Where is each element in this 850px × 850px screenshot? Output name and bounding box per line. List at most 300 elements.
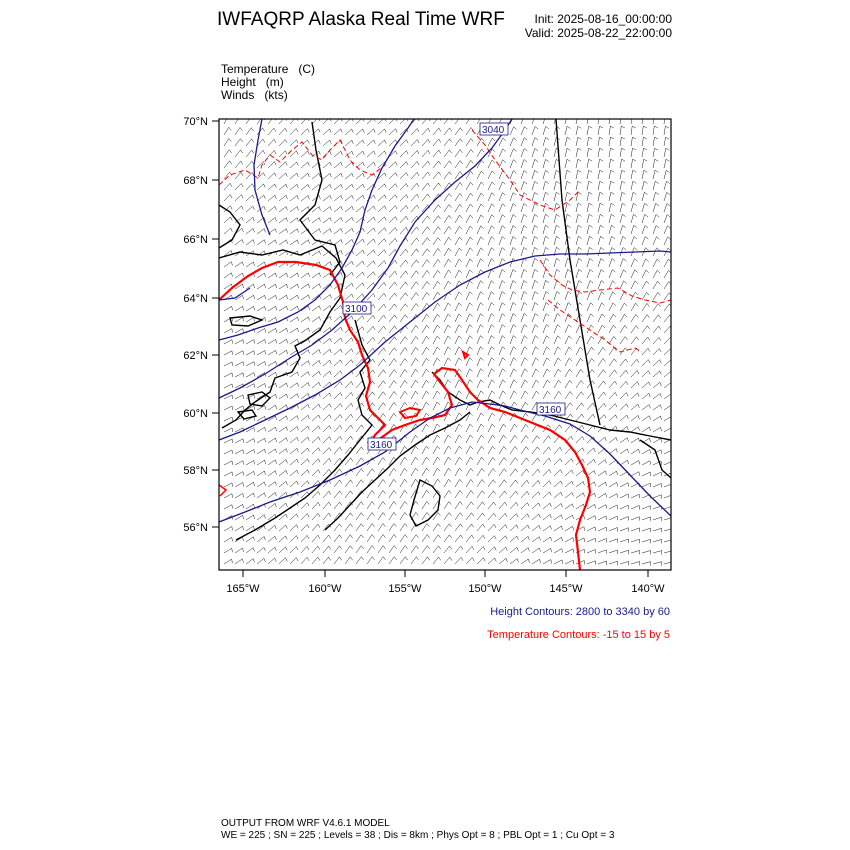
contour-label: 3160 <box>370 440 393 451</box>
wind-barb <box>510 514 518 520</box>
wind-barb <box>301 372 309 377</box>
wind-barb <box>653 315 661 322</box>
wind-barb <box>620 404 628 410</box>
wind-barb <box>290 536 298 542</box>
wind-barb <box>598 247 604 256</box>
wind-barb <box>356 469 364 476</box>
wind-barb <box>246 362 255 366</box>
lat-ticks <box>212 121 219 527</box>
wind-barb <box>246 228 254 234</box>
wind-barb <box>488 182 495 190</box>
wind-barb <box>455 347 462 355</box>
wind-barb <box>653 192 659 201</box>
wind-barb <box>653 495 662 499</box>
wind-barb <box>609 159 614 168</box>
wind-barb <box>543 514 551 520</box>
wind-barb <box>466 248 473 256</box>
wind-barb <box>631 427 640 432</box>
wind-barb <box>510 248 516 257</box>
wind-barb <box>543 181 549 190</box>
wind-barb <box>378 304 386 311</box>
wind-barb <box>510 525 518 531</box>
wind-barb <box>389 546 397 553</box>
wind-barb <box>389 238 397 245</box>
wind-barb <box>411 161 419 168</box>
wind-barb <box>477 182 484 190</box>
wind-barb <box>532 258 538 267</box>
wind-barb <box>620 460 629 465</box>
wind-barb <box>400 151 408 157</box>
wind-barb <box>466 128 473 136</box>
wind-barb <box>466 325 473 333</box>
field-height: Height (m) <box>221 75 284 89</box>
wind-barb <box>532 503 540 509</box>
wind-barb <box>433 238 440 246</box>
wind-barb <box>345 338 353 344</box>
wind-barb <box>279 394 288 399</box>
wind-barb <box>235 439 244 443</box>
wind-barb <box>510 237 516 246</box>
wind-barb <box>554 470 562 476</box>
wind-barb <box>444 446 451 454</box>
wind-barb <box>554 314 560 322</box>
wind-barb <box>543 447 551 454</box>
wind-barb <box>356 151 364 157</box>
wind-barb <box>268 547 276 553</box>
wind-barb <box>290 328 299 333</box>
wind-barb <box>477 480 484 488</box>
wind-barb <box>345 349 353 355</box>
wind-barb <box>268 405 277 410</box>
wind-barb <box>389 512 396 520</box>
wind-barb <box>334 151 342 157</box>
wind-barb <box>488 424 495 432</box>
wind-barb <box>279 558 287 564</box>
wind-barb <box>433 303 440 311</box>
wind-barb <box>510 160 516 168</box>
wind-barb <box>609 181 614 190</box>
wind-barb <box>400 468 407 476</box>
wind-barb <box>257 460 266 465</box>
wind-barb <box>631 550 640 554</box>
wind-barb <box>389 402 396 410</box>
wind-barb <box>642 170 647 179</box>
wind-barb <box>279 470 287 476</box>
wind-barb <box>543 347 550 355</box>
wind-barb <box>411 546 419 553</box>
wind-barb <box>389 206 397 212</box>
wind-barb <box>224 217 232 223</box>
wind-barb <box>609 259 615 268</box>
wind-barb <box>631 126 636 135</box>
wind-barb <box>631 303 638 311</box>
wind-barb <box>499 413 506 421</box>
wind-barb <box>609 505 618 509</box>
wind-barb <box>257 240 266 245</box>
wind-barb <box>664 237 671 245</box>
wind-barb <box>664 293 672 300</box>
wind-barb <box>367 206 375 212</box>
wind-barb <box>257 284 266 289</box>
wind-barb <box>609 516 618 520</box>
wind-barb <box>268 206 276 212</box>
wind-barb <box>378 381 386 388</box>
wind-barb <box>279 339 288 344</box>
wind-barb <box>378 239 386 245</box>
wind-barb <box>499 558 507 564</box>
wind-barb <box>356 261 364 267</box>
wind-barb <box>400 490 407 498</box>
wind-barb <box>268 173 276 179</box>
wind-barb <box>466 117 474 124</box>
wind-barb <box>620 494 629 498</box>
wind-barb <box>543 126 549 135</box>
wind-barb <box>642 517 651 521</box>
wind-barb <box>609 449 617 454</box>
wind-barb <box>466 358 473 366</box>
wind-barb <box>312 350 320 356</box>
wind-barb <box>268 449 277 454</box>
wind-barb <box>323 426 331 432</box>
wind-barb <box>532 214 538 223</box>
wind-barb <box>554 380 561 388</box>
wind-barb <box>312 173 320 179</box>
wind-barb <box>609 404 617 410</box>
wind-barb <box>532 181 538 190</box>
wind-barb <box>631 404 639 410</box>
wind-barb <box>576 225 582 234</box>
wind-barb <box>477 226 484 234</box>
wind-barb <box>400 205 408 212</box>
wind-barb <box>411 304 418 312</box>
wind-barb <box>224 559 233 564</box>
wind-barb <box>587 192 592 201</box>
wind-barb <box>246 117 253 125</box>
wind-barb <box>334 195 342 201</box>
wind-barb <box>455 457 462 465</box>
wind-barb <box>257 547 265 553</box>
wind-barb <box>433 150 441 157</box>
wind-barb <box>378 359 386 366</box>
wind-barb <box>631 159 636 168</box>
wind-barb <box>510 469 518 476</box>
wind-barb <box>609 471 618 476</box>
wind-barb <box>653 215 659 224</box>
wind-barb <box>422 271 429 279</box>
wind-barb <box>334 360 342 366</box>
wind-barb <box>389 535 396 543</box>
wind-barb <box>543 269 549 278</box>
wind-barb <box>565 214 571 223</box>
wind-barb <box>499 226 505 234</box>
wind-barb <box>400 315 408 322</box>
wind-barb <box>631 370 639 377</box>
wind-barb <box>499 325 505 333</box>
wind-barb <box>543 159 549 168</box>
wind-barb <box>653 326 661 333</box>
wind-barb <box>455 182 462 190</box>
wind-barb <box>609 359 617 366</box>
wind-barb <box>422 546 430 553</box>
wind-barb <box>235 273 244 278</box>
wind-barb <box>345 162 353 168</box>
wind-barb <box>290 547 298 553</box>
wind-barb <box>422 249 430 256</box>
wind-barb <box>367 557 375 564</box>
wind-barb <box>543 358 550 366</box>
wind-barb <box>499 237 505 245</box>
contour-label: 3160 <box>539 405 562 416</box>
wind-barb <box>422 446 429 454</box>
wind-barb <box>565 369 572 377</box>
wind-barb <box>257 362 266 367</box>
wind-barb <box>422 490 429 498</box>
wind-barb <box>631 192 637 201</box>
wind-barb <box>488 547 496 553</box>
wind-barb <box>477 149 484 157</box>
wind-barb <box>290 218 298 223</box>
wind-barb <box>521 247 527 256</box>
wind-barb <box>565 181 570 190</box>
wind-barb <box>565 269 571 278</box>
wind-barb <box>290 448 298 454</box>
wind-barb <box>224 116 231 124</box>
wind-barb <box>587 270 593 279</box>
wind-barb <box>290 295 299 300</box>
wind-barb <box>499 536 507 542</box>
wind-barb <box>466 546 474 553</box>
wind-barb <box>609 528 618 532</box>
wind-barb <box>510 559 518 564</box>
wind-barb <box>598 214 604 223</box>
wind-barb <box>631 415 639 421</box>
wind-barb <box>653 292 660 300</box>
wind-barb <box>532 469 540 476</box>
wind-barb <box>576 126 581 135</box>
wind-barb <box>268 240 277 245</box>
wind-barb <box>334 436 342 443</box>
wind-barb <box>246 548 255 553</box>
wind-barb <box>268 306 277 311</box>
wind-barb <box>301 184 309 190</box>
wind-barb <box>356 447 364 454</box>
wind-barb <box>653 484 662 488</box>
wind-barb <box>499 458 506 466</box>
field-temperature: Temperature (C) <box>221 62 316 76</box>
wind-barb <box>466 336 473 344</box>
wind-barb <box>422 535 430 542</box>
wind-barb <box>477 281 484 289</box>
wind-barb <box>400 227 408 234</box>
wind-barb <box>455 215 462 223</box>
wind-barb <box>246 240 254 245</box>
wind-barb <box>334 229 342 235</box>
wind-barb <box>257 329 266 334</box>
wind-barb <box>301 273 310 278</box>
wind-barb <box>290 207 298 213</box>
wind-barb <box>532 548 541 553</box>
wind-barb <box>345 261 353 267</box>
wind-barb <box>257 438 266 443</box>
lat-label: 58°N <box>183 465 208 477</box>
wind-barb <box>279 173 287 179</box>
wind-barb <box>224 548 233 553</box>
wind-barb <box>466 424 473 432</box>
wind-barb <box>598 137 603 146</box>
wind-barb <box>631 382 639 388</box>
wind-barb <box>444 435 451 443</box>
wind-barb <box>268 195 276 201</box>
wind-barb <box>609 392 617 399</box>
wind-barb <box>587 247 593 256</box>
wind-barb <box>246 139 254 146</box>
wind-barb <box>334 404 342 411</box>
wind-barb <box>378 261 386 268</box>
wind-barb <box>422 260 430 267</box>
wind-barb <box>323 415 331 421</box>
wind-barb <box>576 381 583 389</box>
wind-barb <box>477 513 485 520</box>
wind-barb <box>323 502 331 509</box>
wind-barb <box>444 281 451 289</box>
wind-barb <box>466 193 473 201</box>
wind-barb <box>334 240 342 246</box>
wind-barb <box>642 203 648 212</box>
wind-barb <box>455 150 463 157</box>
wind-barb <box>224 537 233 542</box>
wind-barb <box>587 314 594 322</box>
wind-barb <box>444 150 452 157</box>
wind-barb <box>345 184 353 190</box>
wind-barb <box>433 314 440 322</box>
wind-barb <box>444 457 451 465</box>
wind-barb <box>279 438 288 443</box>
wind-barb <box>356 480 364 487</box>
wind-barb <box>455 161 463 168</box>
wind-barb <box>312 502 320 509</box>
wind-barb <box>367 272 375 278</box>
wind-barb <box>543 192 549 201</box>
wind-barb <box>565 392 572 400</box>
wind-barb <box>268 117 276 124</box>
wind-barb <box>510 369 517 377</box>
wind-barb <box>444 468 451 476</box>
wind-barb <box>411 238 419 245</box>
wind-barb <box>488 303 494 311</box>
lon-ticks <box>243 570 648 577</box>
wind-barb <box>279 416 288 421</box>
wind-barb <box>598 370 606 377</box>
wind-barb <box>488 558 496 564</box>
wind-barb <box>521 204 527 213</box>
wind-barb <box>609 203 615 212</box>
wind-barb <box>356 502 364 509</box>
wind-barb <box>510 435 517 443</box>
wind-barb <box>499 160 506 168</box>
wind-barb <box>268 372 277 377</box>
wind-barb <box>565 336 572 344</box>
wind-barb <box>356 316 364 322</box>
wind-barb <box>246 128 254 135</box>
wind-barb <box>620 170 625 179</box>
wind-barb <box>543 391 550 399</box>
wind-barb <box>235 461 244 465</box>
wind-barb <box>367 524 375 531</box>
wind-barb <box>378 392 386 399</box>
wind-barb <box>334 502 342 509</box>
wind-barb <box>598 314 605 322</box>
wind-barb <box>235 184 243 191</box>
wind-barb <box>543 148 549 157</box>
wind-barb <box>279 229 288 234</box>
wind-barb <box>609 415 617 421</box>
wind-barb <box>466 468 473 476</box>
wind-barb <box>444 513 452 520</box>
wind-barb <box>653 439 662 444</box>
wind-barb <box>323 557 331 564</box>
wind-barb <box>455 380 462 388</box>
lat-label: 56°N <box>183 522 208 534</box>
wind-barb <box>631 562 640 566</box>
wind-barb <box>389 557 397 564</box>
wind-barb <box>587 258 593 267</box>
wind-barb <box>224 450 233 454</box>
wind-barb <box>334 480 342 487</box>
wind-barb <box>312 284 321 289</box>
wind-barb <box>224 306 233 311</box>
wind-barb <box>356 195 364 201</box>
wind-barb <box>521 536 529 542</box>
wind-barb <box>653 517 662 521</box>
wind-barb <box>587 303 594 311</box>
wind-barb <box>554 170 560 179</box>
wind-barb <box>521 548 529 553</box>
wind-barb <box>224 262 233 267</box>
wind-barb <box>411 391 418 399</box>
wind-barb <box>466 314 473 322</box>
wind-barb <box>554 560 563 564</box>
wind-barb <box>279 536 287 542</box>
wind-barb <box>543 369 550 377</box>
wind-barb <box>279 128 287 135</box>
wind-barb <box>565 358 572 366</box>
wind-barb <box>389 162 397 168</box>
wind-barb <box>400 173 408 179</box>
wind-barb <box>455 259 462 267</box>
wind-barb <box>499 424 506 432</box>
wind-barb <box>587 516 596 520</box>
coastline-nunivak2 <box>238 410 256 419</box>
wind-barb <box>422 347 429 355</box>
wind-barb <box>378 546 386 553</box>
wind-barb <box>301 470 309 476</box>
wind-barb <box>466 369 473 377</box>
wind-barb <box>455 490 462 498</box>
wind-barb <box>653 259 660 267</box>
wind-barb <box>488 413 495 421</box>
wind-barb <box>312 218 320 223</box>
wind-barb <box>246 161 254 168</box>
wind-barb <box>631 148 636 157</box>
wind-barb <box>620 192 625 201</box>
wind-barb <box>477 468 484 476</box>
wind-barb <box>411 249 419 256</box>
wind-barb <box>334 218 342 224</box>
wind-barb <box>411 479 418 487</box>
wind-barb <box>433 535 441 542</box>
wind-barb <box>477 558 485 564</box>
wind-barb <box>653 181 659 190</box>
